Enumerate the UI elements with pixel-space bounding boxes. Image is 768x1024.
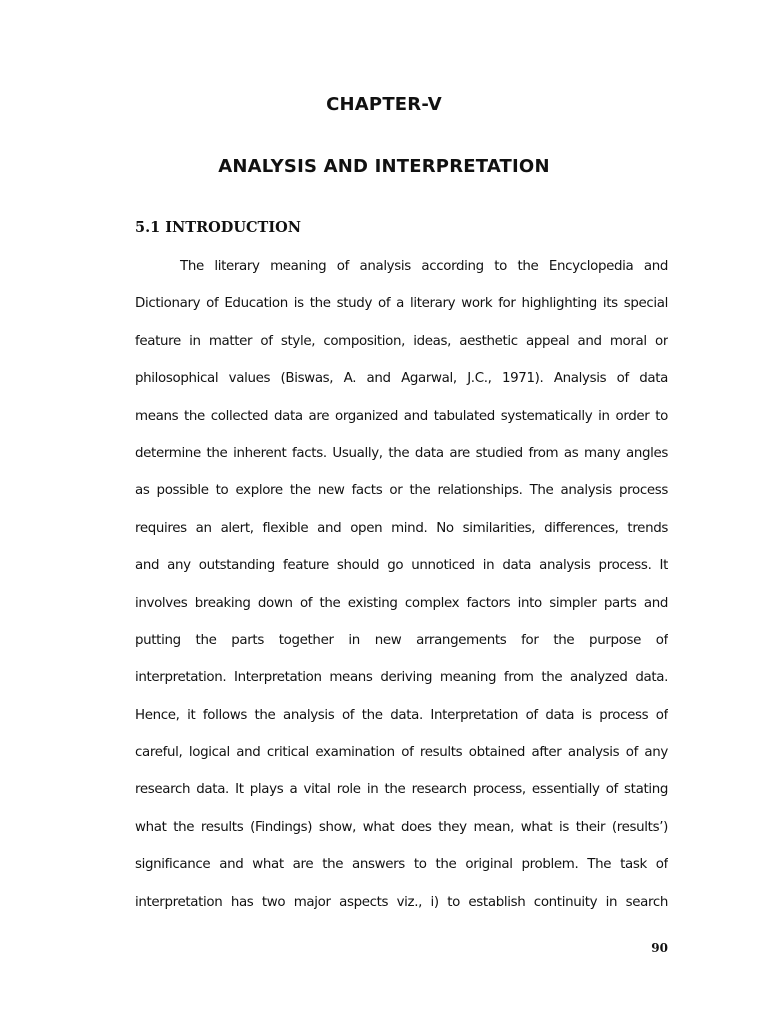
body-paragraph <box>135 248 668 921</box>
paragraph-line: involves breaking down of the existing complex factors into simpler parts and <box>135 595 668 611</box>
paragraph-line: The literary meaning of analysis according to the Encyclopedia and <box>180 259 668 274</box>
paragraph-line: means the collected data are organized and tabulated systematically in order to <box>135 408 668 424</box>
paragraph-line: and any outstanding feature should go unnoticed in data analysis process. It <box>135 558 668 574</box>
paragraph-line: requires an alert, flexible and open mind. No similarities, differences, trends <box>135 520 668 536</box>
paragraph-line: what the results (Findings) show, what does they mean, what is their (results’) <box>135 819 668 835</box>
paragraph-line: putting the parts together in new arrangements for the purpose of <box>135 632 668 648</box>
paragraph-line: philosophical values (Biswas, A. and Agarwal, J.C., 1971). Analysis of data <box>135 371 668 387</box>
chapter-heading: CHAPTER-V <box>326 94 442 115</box>
paragraph-line: determine the inherent facts. Usually, the data are studied from as many angles <box>135 445 668 461</box>
paragraph-line: careful, logical and critical examination of results obtained after analysis of any <box>135 745 668 761</box>
page-number: 90 <box>651 941 668 955</box>
paragraph-line: significance and what are the answers to the original problem. The task of <box>135 857 668 873</box>
paragraph-line: feature in matter of style, composition, ideas, aesthetic appeal and moral or <box>135 333 668 349</box>
paragraph-line: Hence, it follows the analysis of the data. Interpretation of data is process of <box>135 707 668 723</box>
paragraph-line: interpretation. Interpretation means deriving meaning from the analyzed data. <box>135 670 668 686</box>
paragraph-line: interpretation has two major aspects viz., i) to establish continuity in search <box>135 894 668 910</box>
paragraph-line: Dictionary of Education is the study of a literary work for highlighting its special <box>135 296 668 312</box>
paragraph-line: as possible to explore the new facts or the relationships. The analysis process <box>135 483 668 499</box>
section-heading: 5.1 INTRODUCTION <box>135 219 301 236</box>
paragraph-line: research data. It plays a vital role in the research process, essentially of stating <box>135 782 668 798</box>
chapter-title: ANALYSIS AND INTERPRETATION <box>218 156 550 177</box>
